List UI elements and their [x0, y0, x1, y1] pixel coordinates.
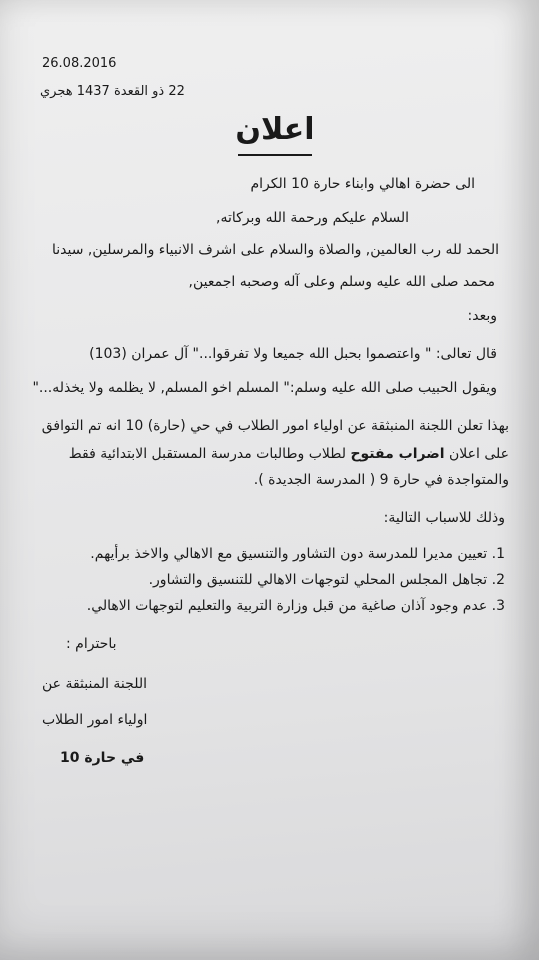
announce-line-3: والمتواجدة في حارة 9 ( المدرسة الجديدة ).: [253, 472, 509, 488]
wabaad-heading: وبعد:: [467, 308, 497, 324]
reason-2: 2. تجاهل المجلس المحلي لتوجهات الاهالي للتنسيق والتشاور.: [148, 572, 505, 588]
signature-line-2: اولياء امور الطلاب: [42, 712, 148, 728]
reason-3: 3. عدم وجود آذان صاغية من قبل وزارة التربية والتعليم لتوجهات الاهالي.: [86, 598, 505, 614]
announce-line-2: [69, 446, 509, 462]
announce-line-2-part-1: على اعلان: [449, 446, 509, 462]
open-strike-emphasis: اضراب مفتوح: [350, 446, 445, 462]
praise-line-2: محمد صلى الله عليه وسلم وعلى آله وصحبه اجمعين,: [188, 274, 495, 290]
praise-line-1: الحمد لله رب العالمين, والصلاة والسلام على اشرف الانبياء والمرسلين, سيدنا: [51, 242, 499, 258]
greeting: السلام عليكم ورحمة الله وبركاته,: [216, 210, 409, 226]
announce-line-1: بهذا تعلن اللجنة المنبثقة عن اولياء امور الطلاب في حي (حارة) 10 انه تم التوافق: [41, 418, 509, 434]
page-title: اعلان: [235, 112, 315, 147]
title-underline: [238, 154, 312, 156]
addressee: الى حضرة اهالي وابناء حارة 10 الكرام: [250, 176, 475, 192]
closing-regards: باحترام :: [66, 636, 117, 652]
gregorian-date: 26.08.2016: [42, 56, 117, 71]
hijri-date: 22 ذو القعدة 1437 هجري: [40, 84, 185, 99]
announce-line-2-part-2: لطلاب وطالبات مدرسة المستقبل الابتدائية فقط: [68, 446, 346, 462]
reasons-intro: وذلك للاسباب التالية:: [383, 510, 505, 526]
quran-quote: قال تعالى: " واعتصموا بحبل الله جميعا ولا تفرقوا..." آل عمران (103): [89, 346, 497, 362]
hadith-quote: ويقول الحبيب صلى الله عليه وسلم:" المسلم اخو المسلم, لا يظلمه ولا يخذله...": [32, 380, 497, 396]
signature-line-1: اللجنة المنبثقة عن: [42, 676, 147, 692]
reason-1: 1. تعيين مديرا للمدرسة دون التشاور والتنسيق مع الاهالي والاخذ برأيهم.: [90, 546, 505, 562]
signature-line-3: في حارة 10: [60, 750, 145, 766]
